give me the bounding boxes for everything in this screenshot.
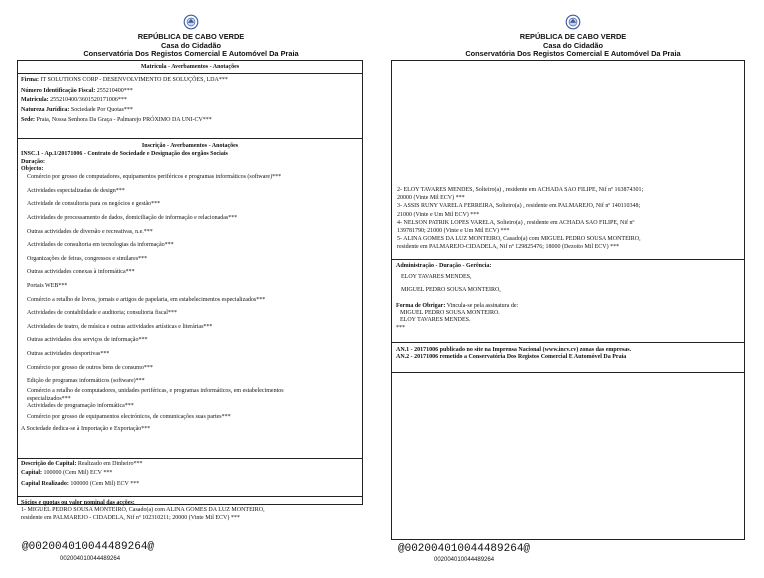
barcode: @002004010044489264@ bbox=[22, 541, 155, 553]
barcode-number: 002004010044489264 bbox=[60, 556, 121, 562]
matricula-section bbox=[18, 61, 362, 139]
capital-realizado-row: Capital Realizado: 100000 (Cem Mil) ECV *** bbox=[21, 480, 140, 487]
left-header bbox=[0, 14, 382, 59]
importacao-line: A Sociedade dedica-se à Importação e Exportação*** bbox=[21, 425, 151, 432]
objecto-item: Outras actividades conexas à informática*** bbox=[27, 269, 135, 276]
matricula-row: Matricula: 255210400/3601520171006*** bbox=[21, 96, 127, 103]
socio-line: 20000 (Vinte Mil ECV) *** bbox=[397, 195, 465, 202]
barcode: @002004010044489264@ bbox=[398, 543, 531, 555]
capital-desc-row: Descrição do Capital: Realizado em Dinheiro*** bbox=[21, 461, 143, 467]
header-conservatoria: Conservatória Dos Registos Comercial E Automóvel Da Praia bbox=[465, 49, 681, 59]
socio-line: residente em PALMAREJO-CIDADELA, Nif nº 129825476; 18000 (Dezoito Mil ECV) *** bbox=[397, 244, 620, 251]
coat-of-arms-icon bbox=[183, 14, 199, 30]
socio-line: 139781790; 21000 (Vinte e Um Mil ECV) *** bbox=[397, 228, 510, 235]
objecto-item-equipamentos: Comércio por grosso de equipamentos electrónicos, de comunicações suas partes*** bbox=[27, 414, 231, 421]
right-page bbox=[382, 0, 764, 578]
socio-line: 2- ELOY TAVARES MENDES, Solteiro(a) , residente em ACHADA SAO FILIPE, Nif nº 163874301; bbox=[397, 187, 644, 193]
socios-label: Sócios e quotas ou valor nominal das acções: bbox=[21, 500, 135, 506]
firma-row: Firma: IT SOLUTIONS CORP - DESENVOLVIMENTO DE SOLUÇÕES, LDA*** bbox=[21, 77, 228, 84]
nif-row: Número Identificação Fiscal: 255210400*** bbox=[21, 87, 133, 94]
capital-row: Capital: 100000 (Cem Mil) ECV *** bbox=[21, 470, 113, 477]
inscricao-title: Inscrição - Averbamentos - Anotações bbox=[141, 143, 239, 149]
objecto-item: Actividades de teatro, de música e outras actividades artísticas e literárias*** bbox=[27, 323, 213, 330]
header-casa: Casa do Cidadão bbox=[543, 40, 603, 50]
objecto-item: Organizações de feiras, congressos e similares*** bbox=[27, 255, 148, 262]
objecto-item-retalho-2: especializados*** bbox=[27, 395, 71, 402]
empty-section bbox=[392, 373, 744, 539]
objecto-label: Objecto: bbox=[21, 165, 44, 172]
anotacao-1: AN.1 - 20171006 publicado no site na Imprensa Nacional (www.incv.cv) zonas das empresas. bbox=[396, 347, 632, 353]
objecto-item: Actividade de consultoria para os negócios e gestão*** bbox=[27, 201, 161, 208]
insc-line: INSC.1 - Ap.1/20171006 - Contrato de Sociedade e Designação dos orgãos Sociais bbox=[21, 151, 228, 158]
objecto-item: Comércio por grosso de outros bens de consumo*** bbox=[27, 364, 153, 371]
objecto-item-retalho-1: Comércio a retalho de computadores, unidades periféricas, e programas informáticos, em estabelecimentos bbox=[27, 388, 284, 395]
administracao-section bbox=[392, 260, 744, 343]
left-register-box bbox=[17, 60, 363, 521]
obrigar-name-2: ELOY TAVARES MENDES. bbox=[400, 317, 471, 324]
objecto-item-programacao: Actividades de programação informática*** bbox=[27, 402, 134, 409]
admin-title: Administração - Duração - Gerência: bbox=[396, 263, 492, 269]
anotacoes-section bbox=[392, 343, 744, 373]
objecto-item: Comércio por grosso de computadores, equipamentos periféricos e programas informáticos (software)*** bbox=[27, 174, 282, 181]
admin-name-2: MIGUEL PEDRO SOUSA MONTEIRO, bbox=[401, 286, 501, 293]
objecto-item: Actividades de processamento de dados, domiciliação de informação e relacionadas*** bbox=[27, 214, 238, 221]
objecto-item: Outras actividades dos serviços de informação*** bbox=[27, 337, 148, 344]
objecto-item: Comércio a retalho de livros, jornais e artigos de papelaria, em estabelecimentos especializados*** bbox=[27, 296, 266, 303]
socio-1-line-2: residente em PALMAREJO - CIDADELA, Nif nº 102310211; 20000 (Vinte Mil ECV) *** bbox=[21, 514, 240, 521]
matricula-title: Matricula - Averbamentos - Anotações bbox=[140, 64, 240, 70]
barcode-number: 002004010044489264 bbox=[434, 557, 495, 563]
anotacao-2: AN.2 - 20171006 remetido a Conservatória Dos Registos Comercial E Automóvel Da Praia bbox=[396, 354, 627, 361]
objecto-item: Actividades especializadas de design*** bbox=[27, 187, 125, 194]
socios-continued-list bbox=[397, 186, 643, 252]
obrigar-stars: *** bbox=[396, 324, 405, 331]
inscricao-section bbox=[18, 139, 362, 459]
socio-1-line-1: 1- MIGUEL PEDRO SOUSA MONTEIRO, Casado(a) com ALINA GOMES DA LUZ MONTEIRO, bbox=[21, 507, 265, 514]
socio-line: 3- ASSIS RUNY VARELA FERREIRA, Solteiro(a) , residente em PALMAREJO, Nif nº 140110348; bbox=[397, 203, 641, 210]
socios-continued-section bbox=[392, 61, 744, 260]
socio-line: 4- NELSON PATRIK LOPES VARELA, Solteiro(a) , residente em ACHADA SAO FILIPE, Nif nº bbox=[397, 219, 635, 226]
obrigar-row: Forma de Obrigar: Vincula-se pela assinatura de: bbox=[396, 302, 519, 309]
socio-line: 21000 (Vinte e Um Mil ECV) *** bbox=[397, 211, 480, 218]
obrigar-name-1: MIGUEL PEDRO SOUSA MONTEIRO. bbox=[400, 310, 500, 317]
objecto-item: Outras actividades desportivas*** bbox=[27, 350, 110, 357]
sede-row: Sede: Praia, Nossa Senhora Da Graça - Palmarejo PRÓXIMO DA UNI-CV*** bbox=[21, 117, 212, 124]
header-conservatoria: Conservatória Dos Registos Comercial E Automóvel Da Praia bbox=[83, 49, 299, 59]
coat-of-arms-icon bbox=[565, 14, 581, 30]
objecto-list bbox=[21, 174, 359, 385]
header-republic: REPÚBLICA DE CABO VERDE bbox=[519, 32, 627, 41]
header-republic: REPÚBLICA DE CABO VERDE bbox=[137, 32, 245, 41]
objecto-item: Edição de programas informáticos (software)*** bbox=[27, 378, 145, 385]
duracao-label: Duração: bbox=[21, 158, 45, 165]
socio-line: 5- ALINA GOMES DA LUZ MONTEIRO, Casado(a) com MIGUEL PEDRO SOUSA MONTEIRO, bbox=[397, 236, 641, 243]
objecto-item: Actividades de contabilidade e auditoria; consultoria fiscal*** bbox=[27, 310, 177, 317]
right-header bbox=[382, 14, 764, 59]
objecto-item: Portais WEB*** bbox=[27, 282, 68, 289]
capital-section bbox=[18, 459, 362, 497]
admin-name-1: ELOY TAVARES MENDES, bbox=[401, 274, 472, 281]
right-register-box bbox=[391, 60, 745, 540]
natureza-row: Natureza Jurídica: Sociedade Por Quotas*** bbox=[21, 107, 133, 114]
objecto-item: Outras actividades de diversão e recreativas, n.e.*** bbox=[27, 228, 153, 235]
objecto-item: Actividades de consultoria em tecnologias da informação*** bbox=[27, 242, 174, 249]
header-casa: Casa do Cidadão bbox=[161, 40, 221, 50]
